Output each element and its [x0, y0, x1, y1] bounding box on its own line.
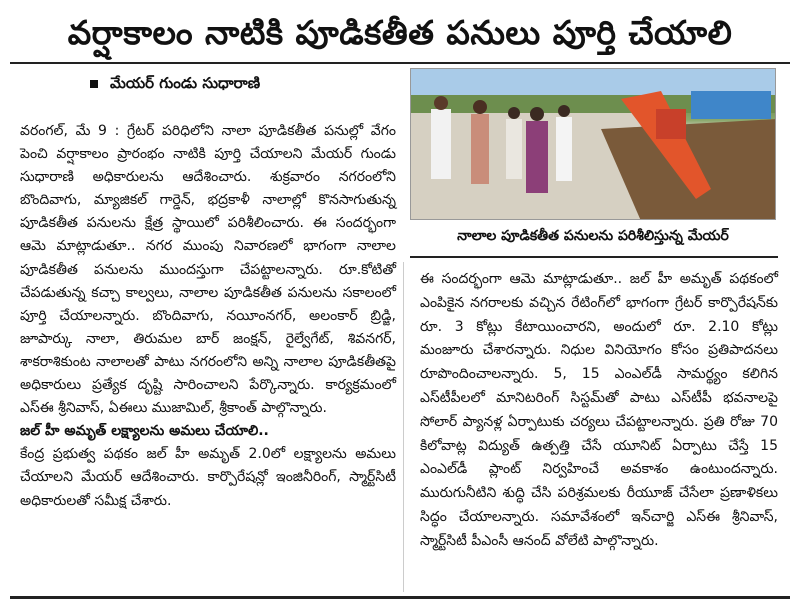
photo-caption: నాలాల పూడికతీత పనులను పరిశీలిస్తున్న మేయర్: [457, 228, 729, 244]
left-column: [20, 120, 396, 513]
photo-illustration: [411, 69, 776, 220]
caption-rule: [410, 256, 778, 258]
right-column: [420, 268, 778, 554]
article-paragraph: కేంద్ర ప్రభుత్వ పథకం జల్ హీ అమృత్ 2.0లో లక్ష్యాలను అమలు చేయాలని మేయర్ ఆదేశించారు. కార్పొరేషన్లో ఇంజినీరింగ్, స్మార్ట్‌సిటీ అధికారులతో సమీక్ష చేశారు.: [20, 446, 396, 509]
article-paragraph: ఈ సందర్భంగా ఆమె మాట్లాడుతూ.. జల్ హీ అమృత్ పథకంలో ఎంపికైన నగరాలకు వచ్చిన రేటింగ్‌లో భాగంగా గ్రేటర్ కార్పొరేషన్‌కు రూ. 3 కోట్లు కేటాయించారని, అందులో రూ. 2.10 కోట్లు మంజూరు చేశారన్నారు. నిధుల వినియోగం కోసం ప్రతిపాదనలు రూపొందించాలన్నారు. 5, 15 ఎంఎల్‌డీ సామర్థ్యం కలిగిన ఎస్‌టీపీలలో మానిటరింగ్ సిస్టమ్‌తో పాటు ఎస్‌టీపీ భవనాలపై సోలార్ ప్యానళ్ల ఏర్పాటుకు చర్యలు చేపట్టాలన్నారు. ప్రతి రోజు 70 కిలోవాట్ల విద్యుత్ ఉత్పత్తి చేసే యూనిట్ ఏర్పాటు చేస్తే 15 ఎంఎల్‌డీ ప్లాంట్ నిర్వహించే అవకాశం ఉంటుందన్నారు. మురుగునీటిని శుద్ధి చేసి పరిశ్రమలకు రీయూజ్ చేసేలా ప్రణాళికలు సిద్ధం చేయాలన్నారు. సమావేశంలో ఇన్‌చార్జి ఎస్ఈ శ్రీనివాస్, స్మార్ట్‌సిటీ పీఎంసీ ఆనంద్ వోలేటి పాల్గొన్నారు.: [420, 271, 778, 549]
byline: [90, 74, 260, 96]
headline: వర్షాకాలం నాటికి పూడికతీత పనులు పూర్తి చేయాలి: [67, 13, 733, 52]
news-photo: [410, 68, 776, 220]
bottom-rule: [10, 596, 790, 599]
article-paragraph: వరంగల్, మే 9 : గ్రేటర్ పరిధిలోని నాలా పూడికతీత పనుల్లో వేగం పెంచి వర్షాకాలం ప్రారంభం నాటికి పూర్తి చేయాలని మేయర్ గుండు సుధారాణి అధికారులను ఆదేశించారు. శుక్రవారం నగరంలోని బొందివాగు, మ్యాజికల్ గార్డెన్, భద్రకాళీ నాలాల్లో కొనసాగుతున్న పూడికతీత పనులను క్షేత్ర స్థాయిలో పరిశీలించారు. ఈ సందర్భంగా ఆమె మాట్లాడుతూ.. నగర ముంపు నివారణలో భాగంగా నాలాల పూడికతీత పనులను ముందస్తుగా చేపట్టాలన్నారు. రూ.కోటితో చేపడుతున్న కచ్చా కాల్వలు, నాలాల పూడికతీత పనులను సకాలంలో పూర్తి చేయాలన్నారు. బొందివాగు, నయీంనగర్, అలంకార్ బ్రిడ్జి, జూపార్కు నాలా, తిరుమల బార్ జంక్షన్, రైల్వేగేట్, శివనగర్, శాకరాశికుంట నాలాలతో పాటు నగరంలోని అన్ని నాలాల పూడికతీతపై అధికారులు ప్రత్యేక దృష్టి సారించాలని పేర్కొన్నారు. కార్యక్రమంలో ఎస్ఈ శ్రీనివాస్, ఏఈలు ముజామిల్, శ్రీకాంత్ పాల్గొన్నారు.: [20, 123, 396, 417]
headline-rule: [10, 62, 790, 64]
bullet-square-icon: [90, 80, 98, 88]
subheading: జల్ హీ అమృత్ లక్ష్యాలను అమలు చేయాలి..: [20, 423, 269, 440]
byline-text: మేయర్ గుండు సుధారాణి: [110, 74, 261, 92]
column-divider: [403, 262, 404, 592]
